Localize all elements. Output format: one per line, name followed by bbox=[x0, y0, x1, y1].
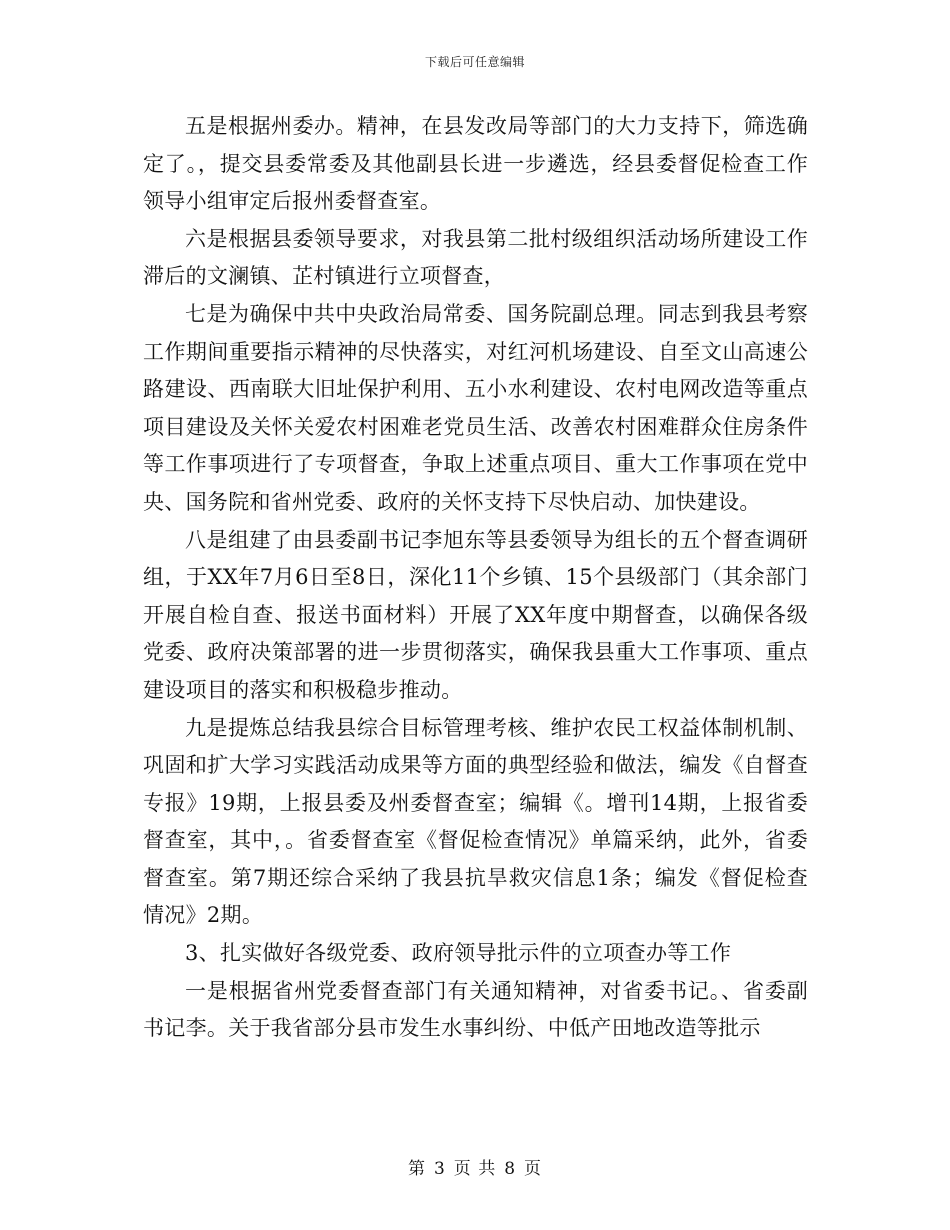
page-header: 下载后可任意编辑 bbox=[424, 55, 525, 69]
paragraph-approval-1: 一是根据省州党委督查部门有关通知精神，对省委书记。、省委副书记李。关于我省部分县市发生水事纠纷、中低产田地改造等批示 bbox=[143, 978, 808, 1041]
paragraph-9: 九是提炼总结我县综合目标管理考核、维护农民工权益体制机制、巩固和扩大学习实践活动成果等方面的典型经验和做法，编发《自督查专报》19期，上报县委及州委督查室；编辑《。增刊14期，上报省委督查室，其中，。省委督查室《督促检查情况》单篇采纳，此外，省委督查室。第7期还综合采纳了我县抗旱救灾信息1条；编发《督促检查情况》2期。 bbox=[143, 715, 808, 928]
page-footer bbox=[0, 1154, 950, 1179]
paragraph-5: 五是根据州委办。精神，在县发改局等部门的大力支持下，筛选确定了。，提交县委常委及其他副县长进一步遴选，经县委督促检查工作领导小组审定后报州委督查室。 bbox=[143, 114, 808, 214]
paragraph-8: 八是组建了由县委副书记李旭东等县委领导为组长的五个督查调研组，于XX年7月6日至8日，深化11个乡镇、15个县级部门（其余部门开展自检自查、报送书面材料）开展了XX年度中期督查，以确保各级党委、政府决策部署的进一步贯彻落实，确保我县重大工作事项、重点建设项目的落实和积极稳步推动。 bbox=[143, 527, 808, 702]
footer-current-page: 3 bbox=[433, 1159, 446, 1179]
document-body bbox=[143, 108, 808, 1048]
footer-suffix: 页 bbox=[524, 1159, 543, 1179]
footer-total-pages: 8 bbox=[504, 1159, 517, 1179]
footer-middle: 页 共 bbox=[453, 1159, 497, 1179]
paragraph-6: 六是根据县委领导要求，对我县第二批村级组织活动场所建设工作滞后的文澜镇、芷村镇进行立项督查， bbox=[143, 226, 808, 289]
paragraph-7: 七是为确保中共中央政治局常委、国务院副总理。同志到我县考察工作期间重要指示精神的尽快落实，对红河机场建设、自至文山高速公路建设、西南联大旧址保护利用、五小水利建设、农村电网改造等重点项目建设及关怀关爱农村困难老党员生活、改善农村困难群众住房条件等工作事项进行了专项督查，争取上述重点项目、重大工作事项在党中央、国务院和省州党委、政府的关怀支持下尽快启动、加快建设。 bbox=[143, 301, 808, 514]
footer-prefix: 第 bbox=[407, 1159, 426, 1179]
section-heading-3: 3、扎实做好各级党委、政府领导批示件的立项查办等工作 bbox=[185, 941, 732, 966]
